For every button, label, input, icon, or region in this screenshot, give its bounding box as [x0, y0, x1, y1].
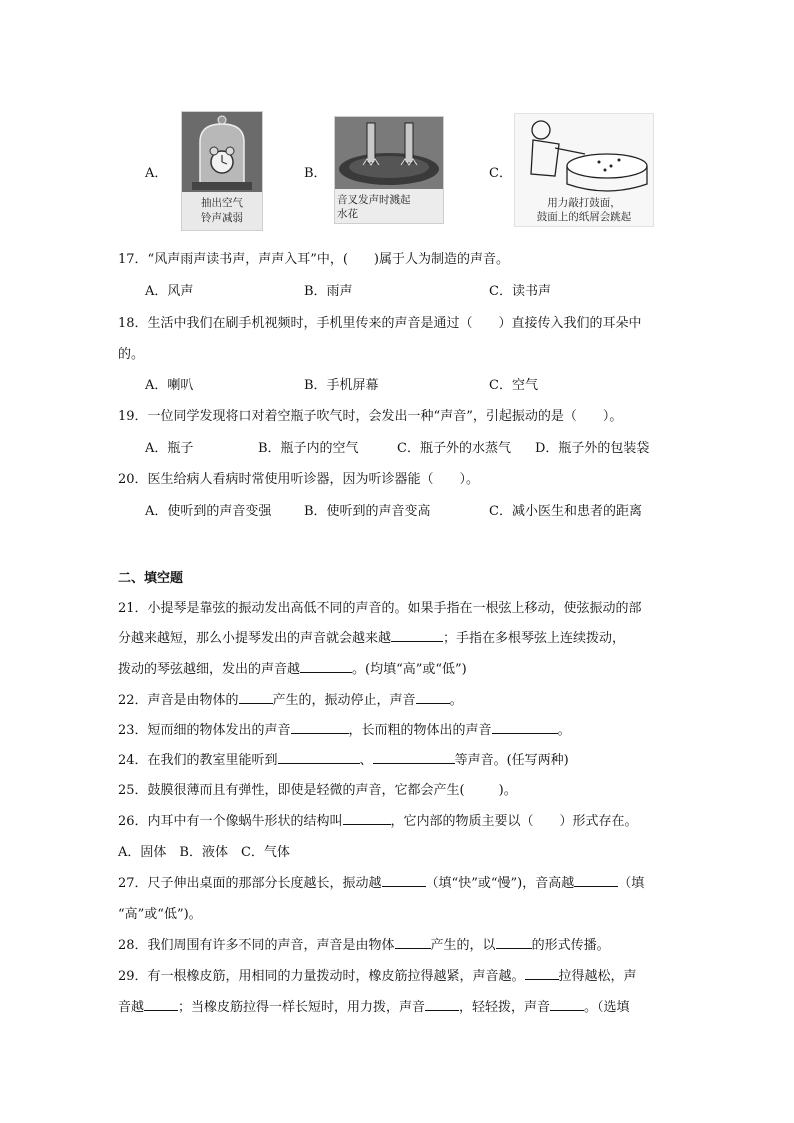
- q27-text-2: （填“快”或“慢”)，音高越: [425, 876, 575, 891]
- q28-blank-1[interactable]: [395, 935, 431, 949]
- q22-blank-2[interactable]: [416, 690, 450, 704]
- q20-option-b: B．使听到的声音变高: [304, 504, 431, 519]
- q29-blank-4[interactable]: [550, 997, 584, 1011]
- q23-blank-2[interactable]: [492, 720, 558, 734]
- q25-text-1: 25．鼓膜很薄而且有弹性，即使是轻微的声音，它都会产生(: [118, 783, 465, 798]
- q18-option-c: C．空气: [489, 378, 538, 393]
- q21-blank-1[interactable]: [391, 628, 443, 642]
- q28-text-1: 28．我们周围有许多不同的声音，声音是由物体: [118, 938, 395, 953]
- q28-text-3: 的形式传播。: [531, 938, 610, 953]
- q29-text-2: 拉得越松，声: [558, 969, 637, 984]
- q23-text-2: ，长而粗的物体出的声音: [348, 723, 492, 738]
- question-26: [118, 810, 638, 829]
- q24-text-1: 24．在我们的教室里能听到: [118, 753, 278, 768]
- drum-illustration: [515, 114, 653, 192]
- q21-text-4: 。(均填“高”或“低”): [352, 662, 467, 677]
- q23-blank-1[interactable]: [291, 720, 349, 734]
- q24-text-3: 等声音。(任写两种): [454, 753, 569, 768]
- question-28: [118, 934, 610, 953]
- q17-option-a: A．风声: [145, 284, 194, 299]
- q24-blank-1[interactable]: [278, 750, 360, 764]
- q19-option-d: D．瓶子外的包装袋: [535, 441, 650, 456]
- q29-text-6: 。（选填: [584, 1000, 630, 1015]
- figure-b-tuning-fork: [334, 116, 444, 224]
- figure-c-caption-2: 鼓面上的纸屑会跳起: [536, 211, 632, 223]
- figure-a-letter: A．: [145, 166, 168, 181]
- q23-text-1: 23．短而细的物体发出的声音: [118, 723, 291, 738]
- q22-text-2: 产生的，振动停止，声音: [272, 693, 416, 708]
- q22-text-1: 22．声音是由物体的: [118, 693, 239, 708]
- figure-b-letter: B．: [304, 166, 327, 181]
- q27-blank-2[interactable]: [574, 873, 618, 887]
- question-25: [118, 779, 517, 798]
- q21-text-2: ；手指在多根琴弦上连续拨动，: [443, 631, 626, 646]
- question-20-stem: 20．医生给病人看病时常使用听诊器，因为听诊器能（ ）。: [118, 472, 480, 487]
- q20-option-a: A．使听到的声音变强: [145, 504, 272, 519]
- q29-text-5: ，轻轻拨，声音: [459, 1000, 551, 1015]
- question-23: [118, 719, 571, 738]
- figure-c-letter: C．: [489, 166, 512, 181]
- question-27-cont: “高”或“低”)。: [118, 907, 202, 922]
- q28-text-2: 产生的，以: [430, 938, 496, 953]
- question-29-line-2: [118, 996, 630, 1015]
- figure-a-caption-1: 抽出空气: [201, 197, 243, 209]
- bell-jar-illustration: [182, 112, 262, 192]
- question-21-line-3: [118, 658, 467, 677]
- question-17-stem: 17．“风声雨声读书声，声声入耳”中，( )属于人为制造的声音。: [118, 252, 509, 267]
- figure-c-drum: [514, 113, 654, 227]
- figure-b-caption-1: 音叉发声时溅起: [337, 194, 411, 206]
- question-27: [118, 872, 644, 891]
- question-18-stem: 18．生活中我们在刷手机视频时，手机里传来的声音是通过（ ）直接传入我们的耳朵中: [118, 316, 642, 331]
- question-24: [118, 749, 569, 768]
- figure-a-caption-2: 铃声减弱: [201, 212, 243, 224]
- q29-blank-1[interactable]: [525, 966, 559, 980]
- q19-option-b: B．瓶子内的空气: [258, 441, 359, 456]
- q27-text-1: 27．尺子伸出桌面的那部分长度越长，振动越: [118, 876, 382, 891]
- q24-text-2: 、: [359, 753, 373, 768]
- q22-text-3: 。: [449, 693, 463, 708]
- question-29-line-1: [118, 965, 637, 984]
- question-21-line-1: 21．小提琴是靠弦的振动发出高低不同的声音的。如果手指在一根弦上移动，使弦振动的部: [118, 601, 642, 616]
- question-18-stem-cont: 的。: [118, 347, 145, 362]
- q29-text-1: 29．有一根橡皮筋，用相同的力量拨动时，橡皮筋拉得越紧，声音越。: [118, 969, 525, 984]
- q26-text-2: ，它内部的物质主要以（ ）形式存在。: [390, 814, 638, 829]
- q27-text-3: （填: [618, 876, 645, 891]
- q19-option-a: A．瓶子: [145, 441, 194, 456]
- q29-blank-2[interactable]: [144, 997, 178, 1011]
- q17-option-c: C．读书声: [489, 284, 551, 299]
- tuning-fork-illustration: [335, 117, 443, 189]
- q21-text-1: 分越来越短，那么小提琴发出的声音就会越来越: [118, 631, 392, 646]
- q26-text-1: 26．内耳中有一个像蜗牛形状的结构叫: [118, 814, 343, 829]
- section-title: 二、填空题: [118, 571, 184, 586]
- question-22: [118, 689, 463, 708]
- q29-blank-3[interactable]: [425, 997, 459, 1011]
- q28-blank-2[interactable]: [496, 935, 532, 949]
- q23-text-3: 。: [557, 723, 571, 738]
- q21-blank-2[interactable]: [300, 659, 352, 673]
- q25-text-2: )。: [498, 783, 517, 798]
- q26-blank-1[interactable]: [343, 811, 391, 825]
- q19-option-c: C．瓶子外的水蒸气: [397, 441, 511, 456]
- question-21-line-2: [118, 627, 625, 646]
- q17-option-b: B．雨声: [304, 284, 353, 299]
- q29-text-3: 音越: [118, 1000, 145, 1015]
- q22-blank-1[interactable]: [239, 690, 273, 704]
- q21-text-3: 拨动的琴弦越细，发出的声音越: [118, 662, 301, 677]
- question-26-options: A．固体 B．液体 C．气体: [118, 845, 290, 860]
- q18-option-b: B．手机屏幕: [304, 378, 379, 393]
- q27-blank-1[interactable]: [382, 873, 426, 887]
- q18-option-a: A．喇叭: [145, 378, 194, 393]
- figure-b-caption-2: 水花: [337, 208, 358, 220]
- q20-option-c: C．减小医生和患者的距离: [489, 504, 642, 519]
- figure-a-bell-jar: [181, 111, 263, 231]
- question-19-stem: 19．一位同学发现将口对着空瓶子吹气时，会发出一种“声音”，引起振动的是（ ）。: [118, 409, 623, 424]
- q29-text-4: ；当橡皮筋拉得一样长短时，用力拨，声音: [178, 1000, 426, 1015]
- figure-c-caption-1: 用力敲打鼓面，: [547, 197, 621, 209]
- q24-blank-2[interactable]: [373, 750, 455, 764]
